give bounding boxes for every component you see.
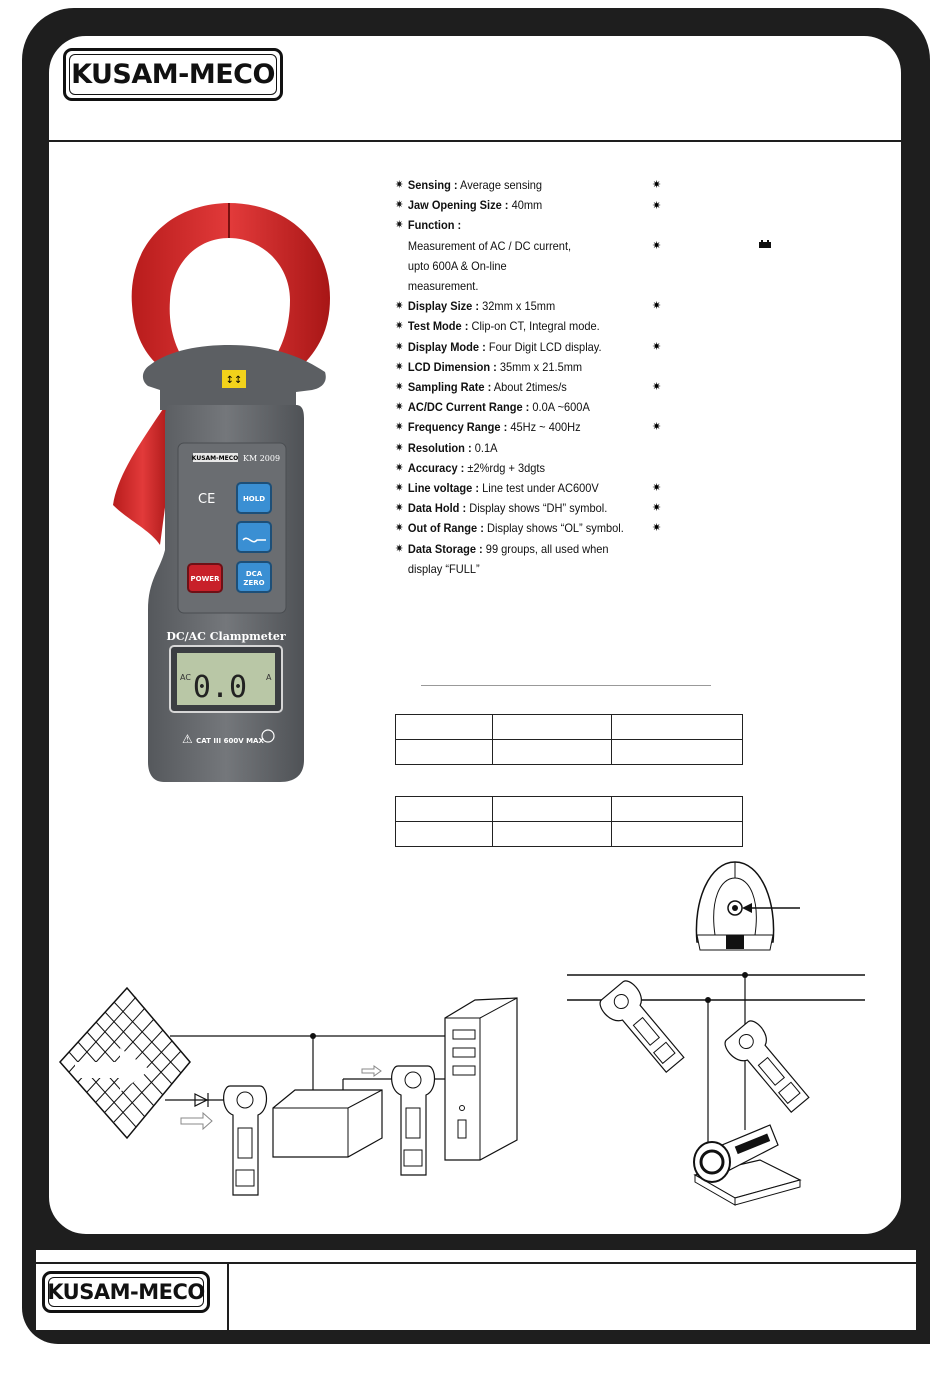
bullet-mark: ✷ xyxy=(652,179,662,191)
clamp-meter-sketch-2 xyxy=(392,1066,435,1175)
bullet-mark: ✷ xyxy=(395,502,404,515)
spec-item xyxy=(395,518,662,538)
bullet-mark: ✷ xyxy=(395,522,404,535)
clamp-meter-sketch-3 xyxy=(597,978,691,1079)
jaw-trigger xyxy=(113,395,172,545)
spec-label: Accuracy : xyxy=(407,460,465,475)
bullet-mark: ✷ xyxy=(395,482,404,495)
bullet-mark: ✷ xyxy=(395,401,404,414)
spec-label: Out of Range : xyxy=(407,521,484,536)
spec-label: Sampling Rate : xyxy=(407,380,492,395)
spec-label: Data Hold : xyxy=(407,501,467,516)
spec-value: 45Hz ~ 400Hz xyxy=(510,420,581,435)
spec-item xyxy=(395,539,662,579)
bullet-mark: ✷ xyxy=(395,381,404,394)
heater-appliance xyxy=(694,1125,800,1205)
spec-label: Display Mode : xyxy=(407,339,486,354)
spec-continuation: display “FULL” xyxy=(407,561,480,576)
spec-value: 99 groups, all used when xyxy=(485,541,609,556)
spec-value: ±2%rdg + 3dgts xyxy=(467,460,545,475)
spec-item xyxy=(395,195,662,215)
spec-value: Clip-on CT, Integral mode. xyxy=(471,319,600,334)
spec-value: 35mm x 21.5mm xyxy=(499,359,583,374)
bullet-mark: ✷ xyxy=(395,219,404,232)
spec-item xyxy=(395,357,662,377)
spec-label: Resolution : xyxy=(407,440,472,455)
bullet-mark: ✷ xyxy=(395,300,404,313)
specifications-list xyxy=(395,175,662,579)
bullet-mark: ✷ xyxy=(652,300,662,312)
spec-item xyxy=(395,175,662,195)
spec-value: Line test under AC600V xyxy=(482,481,599,496)
inverter-box xyxy=(273,1090,382,1157)
spec-label: Line voltage : xyxy=(407,481,480,496)
spec-continuation: measurement. xyxy=(407,279,479,294)
spec-value: 40mm xyxy=(511,198,543,213)
spec-label: Display Size : xyxy=(407,299,480,314)
svg-text:ZERO: ZERO xyxy=(243,579,265,587)
bullet-mark: ✷ xyxy=(652,240,662,252)
brand-logo: KUSAM-MECO xyxy=(63,48,283,101)
spec-label: Sensing : xyxy=(407,178,458,192)
spec-label: Data Storage : xyxy=(407,541,483,556)
battery-icon xyxy=(759,240,771,248)
spec-item xyxy=(395,498,662,518)
header-divider xyxy=(49,140,901,142)
svg-text:⚠: ⚠ xyxy=(182,732,193,746)
bullet-mark: ✷ xyxy=(395,360,404,373)
footer-column-divider xyxy=(227,1262,229,1330)
bullet-mark: ✷ xyxy=(395,441,404,454)
clamp-meter-illustration xyxy=(100,190,430,890)
spec-continuation: Measurement of AC / DC current, xyxy=(407,238,572,253)
bullet-mark: ✷ xyxy=(652,341,662,353)
spec-value: Average sensing xyxy=(460,178,543,192)
cat-rating: CAT III 600V MAX xyxy=(196,737,264,745)
svg-text:A: A xyxy=(266,673,272,682)
footer-brand-logo: KUSAM-MECO xyxy=(42,1271,210,1313)
spec-item xyxy=(395,438,662,458)
bullet-mark: ✷ xyxy=(652,200,662,212)
spec-value: Display shows “OL” symbol. xyxy=(487,521,624,536)
svg-text:DCA: DCA xyxy=(245,570,263,578)
clamp-meter-sketch xyxy=(224,1086,267,1195)
bullet-mark: ✷ xyxy=(652,381,662,393)
spec-value: About 2times/s xyxy=(493,380,567,395)
spec-value: Four Digit LCD display. xyxy=(488,339,602,354)
spec-item xyxy=(395,296,662,316)
product-name-label: DC/AC Clampmeter xyxy=(166,630,286,643)
solar-application-diagram xyxy=(55,985,535,1205)
spec-item xyxy=(395,417,662,437)
bullet-mark: ✷ xyxy=(395,461,404,474)
spec-value: Display shows “DH” symbol. xyxy=(469,501,608,516)
spec-value: 0.1A xyxy=(474,440,498,455)
bullet-mark: ✷ xyxy=(395,320,404,333)
computer-tower xyxy=(445,998,517,1160)
solar-panel xyxy=(60,988,190,1138)
spec-table-1 xyxy=(395,714,743,765)
spec-continuation: upto 600A & On-line xyxy=(407,258,507,273)
model-number: KM 2009 xyxy=(243,454,281,463)
right-column-bullets xyxy=(652,175,792,535)
bullet-mark: ✷ xyxy=(395,542,404,555)
spec-label: Jaw Opening Size : xyxy=(407,198,509,213)
ce-mark: CE xyxy=(198,492,216,507)
bullet-mark: ✷ xyxy=(652,482,662,494)
spec-item xyxy=(395,397,662,417)
clamp-meter-sketch-4 xyxy=(722,1018,816,1119)
bullet-mark: ✷ xyxy=(395,199,404,212)
bullet-mark: ✷ xyxy=(395,421,404,434)
jaw-centering-diagram xyxy=(690,858,810,968)
section-separator xyxy=(421,685,711,686)
footer-divider xyxy=(36,1262,916,1264)
lcd-reading: 0.0 xyxy=(192,670,248,705)
spec-value: 32mm x 15mm xyxy=(482,299,556,314)
power-line-application-diagram xyxy=(560,965,870,1215)
svg-text:POWER: POWER xyxy=(190,575,220,583)
spec-table-2 xyxy=(395,796,743,847)
spec-item xyxy=(395,478,662,498)
bullet-mark: ✷ xyxy=(395,340,404,353)
svg-text:KUSAM-MECO: KUSAM-MECO xyxy=(191,455,239,462)
jaw-ring xyxy=(132,203,330,370)
spec-item xyxy=(395,377,662,397)
bullet-mark: ✷ xyxy=(652,421,662,433)
svg-text:HOLD: HOLD xyxy=(242,495,266,503)
mode-button[interactable] xyxy=(237,522,271,552)
bullet-mark: ✷ xyxy=(395,179,404,191)
spec-item xyxy=(395,337,662,357)
spec-label: AC/DC Current Range : xyxy=(407,400,530,415)
spec-item xyxy=(395,215,662,296)
spec-label: Function : xyxy=(407,218,462,233)
svg-text:AC: AC xyxy=(180,673,191,682)
bullet-mark: ✷ xyxy=(652,502,662,514)
spec-label: Frequency Range : xyxy=(407,420,508,435)
spec-item xyxy=(395,458,662,478)
spec-label: LCD Dimension : xyxy=(407,359,497,374)
spec-value: 0.0A ~600A xyxy=(532,400,590,415)
svg-text:↕↕: ↕↕ xyxy=(225,375,243,386)
bullet-mark: ✷ xyxy=(652,522,662,534)
spec-item xyxy=(395,316,662,336)
spec-label: Test Mode : xyxy=(407,319,469,334)
